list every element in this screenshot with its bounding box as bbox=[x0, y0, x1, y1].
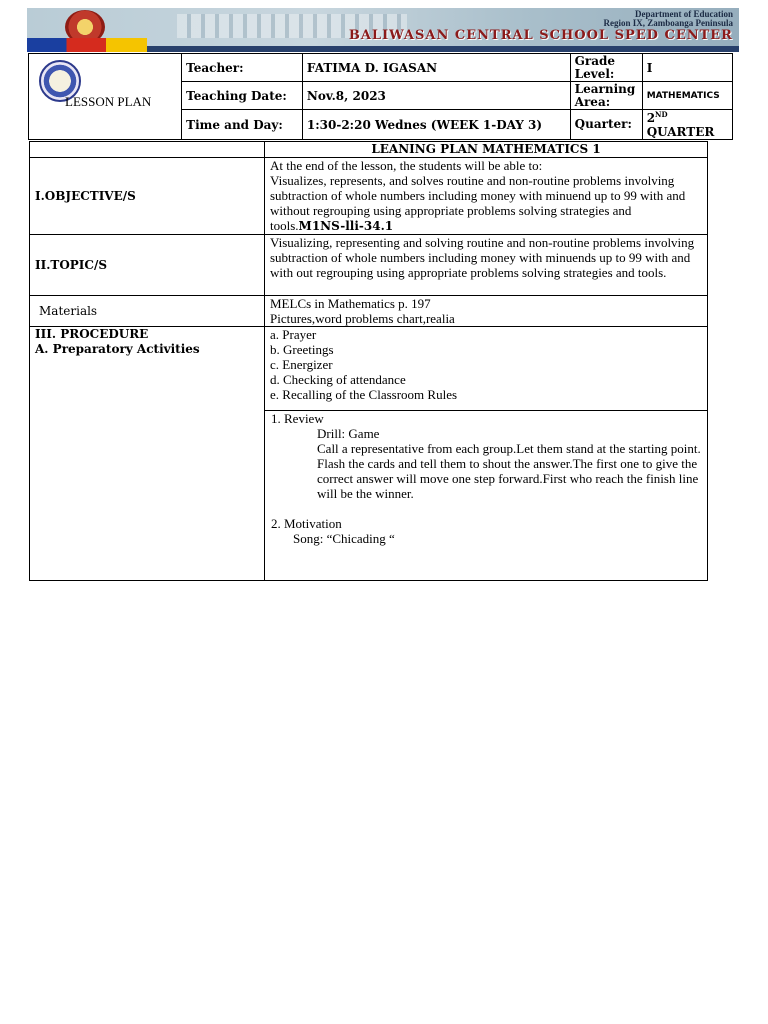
list-item: c. Energizer bbox=[270, 357, 333, 372]
materials-line-2: Pictures,word problems chart,realia bbox=[270, 311, 455, 326]
grade-level-label: Grade Level: bbox=[570, 54, 642, 82]
lesson-plan-logo-cell bbox=[29, 54, 182, 140]
review-label: 1. Review bbox=[271, 411, 324, 426]
list-item: b. Greetings bbox=[270, 342, 334, 357]
grade-level-value: I bbox=[642, 54, 732, 82]
objective-text: Visualizes, represents, and solves routine and non-routine problems involving subtraction of whole numbers including money with minuend up to 99 with and without regrouping using appropriate problems solving strategies and tools. bbox=[270, 173, 686, 233]
learning-area-value: MATHEMATICS bbox=[642, 82, 732, 110]
review-motivation-cell bbox=[265, 411, 708, 581]
objective-content bbox=[265, 158, 708, 235]
list-item: a. Prayer bbox=[270, 327, 317, 342]
time-day-label: Time and Day: bbox=[182, 110, 303, 140]
list-item: d. Checking of attendance bbox=[270, 372, 406, 387]
plan-title-blank-cell bbox=[30, 142, 265, 158]
drill-text: Call a representative from each group.Let them stand at the starting point. Flash the cards and tell them to shout the answer.The first one to give the correct answer will move one step forward.First who reach the finish line will be the winner. bbox=[317, 441, 701, 501]
teacher-value: FATIMA D. IGASAN bbox=[302, 54, 570, 82]
materials-label: Materials bbox=[30, 296, 265, 327]
teacher-label: Teacher: bbox=[182, 54, 303, 82]
motivation-label: 2. Motivation bbox=[271, 516, 342, 531]
lesson-plan-table bbox=[29, 141, 708, 581]
drill-label: Drill: Game bbox=[317, 426, 380, 441]
banner-org-lines bbox=[603, 10, 733, 28]
procedure-label: III. PROCEDURE bbox=[35, 327, 149, 341]
school-banner bbox=[27, 8, 739, 52]
banner-org-line-1: Department of Education bbox=[635, 9, 733, 19]
topic-text: Visualizing, representing and solving routine and non-routine problems involving subtraction of whole numbers including money with minuends up to 99 with and with out regrouping using appropriate problems solving strategies and tools. bbox=[265, 235, 708, 296]
materials-content bbox=[265, 296, 708, 327]
topic-label: II.TOPIC/S bbox=[30, 235, 265, 296]
plan-title: LEANING PLAN MATHEMATICS 1 bbox=[265, 142, 708, 158]
objective-label: I.OBJECTIVE/S bbox=[30, 158, 265, 235]
materials-line-1: MELCs in Mathematics p. 197 bbox=[270, 296, 431, 311]
banner-org-line-2: Region IX, Zamboanga Peninsula bbox=[603, 18, 733, 28]
lesson-header-table bbox=[28, 53, 733, 140]
quarter-number: 2 bbox=[646, 111, 656, 125]
banner-address-bar bbox=[147, 46, 739, 52]
flag-strip bbox=[27, 38, 147, 52]
time-day-value: 1:30-2:20 Wednes (WEEK 1-DAY 3) bbox=[302, 110, 570, 140]
quarter-text: QUARTER bbox=[646, 125, 715, 139]
objective-intro: At the end of the lesson, the students will be able to: bbox=[270, 158, 543, 173]
list-item: e. Recalling of the Classroom Rules bbox=[270, 387, 458, 402]
quarter-suffix: ND bbox=[655, 110, 668, 119]
quarter-label: Quarter: bbox=[570, 110, 642, 140]
song-label: Song: “Chicading “ bbox=[293, 531, 395, 546]
preparatory-label: A. Preparatory Activities bbox=[35, 342, 200, 356]
teaching-date-label: Teaching Date: bbox=[182, 82, 303, 110]
procedure-cell bbox=[30, 327, 265, 581]
learning-area-label: Learning Area: bbox=[570, 82, 642, 110]
preparatory-list bbox=[265, 327, 708, 411]
quarter-value bbox=[642, 110, 732, 140]
banner-school-name: BALIWASAN CENTRAL SCHOOL SPED CENTER bbox=[348, 28, 733, 43]
teaching-date-value: Nov.8, 2023 bbox=[302, 82, 570, 110]
objective-code: M1NS-lli-34.1 bbox=[298, 219, 394, 233]
spacer bbox=[271, 501, 702, 516]
lesson-plan-title: LESSON PLAN bbox=[65, 94, 152, 109]
